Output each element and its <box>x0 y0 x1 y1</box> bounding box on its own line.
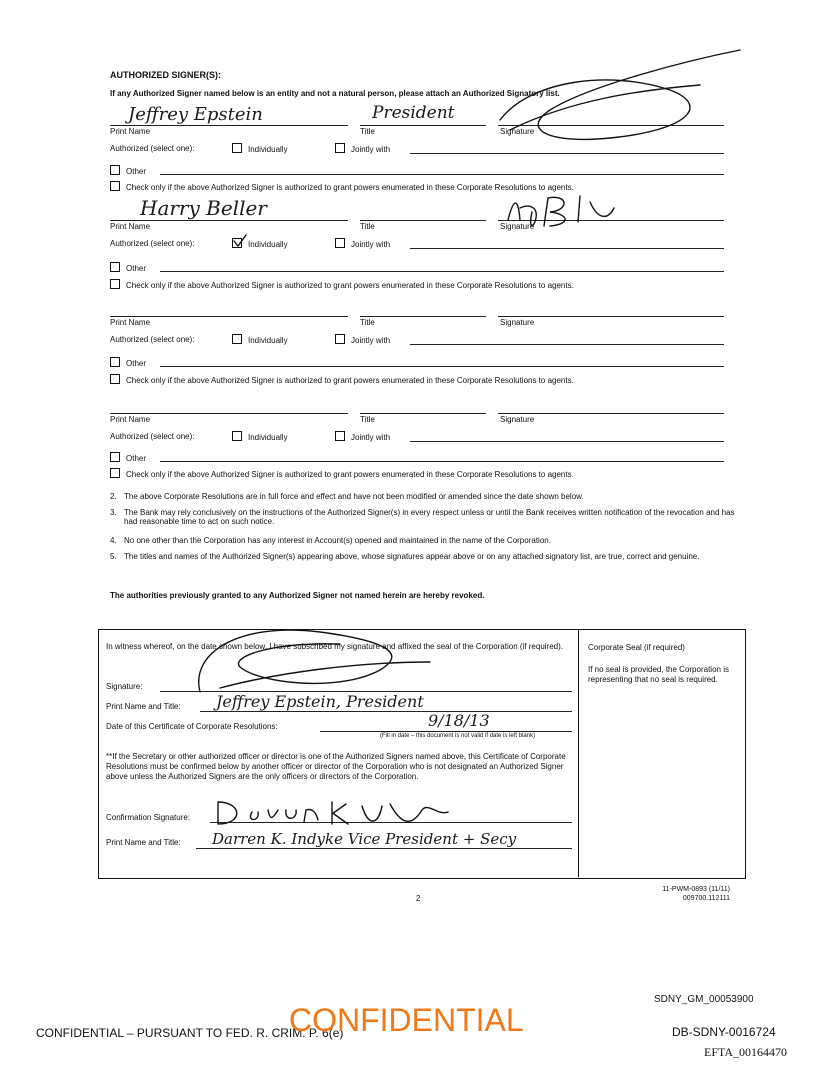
witness-print-name-value: Jeffrey Epstein, President <box>216 692 424 711</box>
signature-label: Signature <box>500 415 535 424</box>
print-name-label: Print Name <box>110 415 151 424</box>
efta-number: EFTA_00164470 <box>704 1045 788 1059</box>
checkbox-icon <box>110 181 120 191</box>
confirmation-name-value: Darren K. Indyke Vice President + Secy <box>212 830 517 848</box>
title-label: Title <box>360 318 375 327</box>
authorized-select-label: Authorized (select one): <box>110 335 195 344</box>
signer-3-other[interactable]: Other <box>110 357 146 368</box>
confirmation-name-label: Print Name and Title: <box>106 838 181 847</box>
title-label: Title <box>360 127 375 136</box>
signer-4-grant-powers[interactable]: Check only if the above Authorized Signer is authorized to grant powers enumerated in these Corporate Resolutions to agents. <box>110 468 574 479</box>
signer-3-grant-powers[interactable]: Check only if the above Authorized Signer is authorized to grant powers enumerated in these Corporate Resolutions to agents. <box>110 374 574 385</box>
title-label: Title <box>360 222 375 231</box>
form-code-2: 009700.112111 <box>682 895 730 902</box>
date-label: Date of this Certificate of Corporate Resolutions: <box>106 722 278 731</box>
certificate-date: 9/18/13 <box>428 711 490 730</box>
page-number: 2 <box>416 894 421 903</box>
checkbox-icon <box>110 279 120 289</box>
print-name-label: Print Name <box>110 127 151 136</box>
signer-4-jointly[interactable]: Jointly with <box>335 431 390 442</box>
witness-text: In witness whereof, on the date shown below, I have subscribed my signature and affixed the seal of the Corporation (if required). <box>106 642 564 651</box>
authorized-select-label: Authorized (select one): <box>110 144 195 153</box>
checkbox-icon <box>232 334 242 344</box>
clause-5: 5. The titles and names of the Authorized Signer(s) appearing above, whose signatures appear above or on any attached signatory list, are true, correct and genuine. <box>110 552 700 561</box>
confidential-notice: CONFIDENTIAL – PURSUANT TO FED. R. CRIM. P. 6(e) <box>36 1026 344 1040</box>
confirmation-signature <box>212 796 452 830</box>
witness-signature-label: Signature: <box>106 682 143 691</box>
signer-2-jointly[interactable]: Jointly with <box>335 238 390 249</box>
date-note: (Fill in date – this document is not valid if date is left blank) <box>380 733 536 739</box>
checkbox-icon <box>232 431 242 441</box>
clause-2: 2. The above Corporate Resolutions are in full force and effect and have not been modified or amended since the date shown below. <box>110 492 584 501</box>
entity-instruction: If any Authorized Signer named below is an entity and not a natural person, please attach an Authorized Signatory list. <box>110 89 560 98</box>
signer-1-other[interactable]: Other <box>110 165 146 176</box>
clause-4: 4. No one other than the Corporation has any interest in Account(s) opened and maintained in the name of the Corporation. <box>110 536 551 545</box>
signer-4-individually[interactable]: Individually <box>232 431 288 442</box>
corporate-seal-title: Corporate Seal (if required) <box>588 643 685 652</box>
checkbox-icon <box>110 374 120 384</box>
form-code: 11-PWM-0893 (11/11) <box>662 886 730 893</box>
section-title: AUTHORIZED SIGNER(S): <box>110 70 221 80</box>
signature-label: Signature <box>500 318 535 327</box>
signer-3-jointly[interactable]: Jointly with <box>335 334 390 345</box>
signer-2-signature <box>498 190 618 235</box>
confidential-stamp: CONFIDENTIAL <box>289 1002 524 1038</box>
signature-label: Signature <box>500 127 535 136</box>
witness-print-name-label: Print Name and Title: <box>106 702 181 711</box>
print-name-label: Print Name <box>110 222 151 231</box>
authorized-select-label: Authorized (select one): <box>110 432 195 441</box>
signature-label: Signature <box>500 222 535 231</box>
checkmark-icon <box>232 234 248 248</box>
signer-2-grant-powers[interactable]: Check only if the above Authorized Signer is authorized to grant powers enumerated in these Corporate Resolutions to agents. <box>110 279 574 290</box>
signer-1-print-name: Jeffrey Epstein <box>128 104 263 125</box>
signer-1-jointly[interactable]: Jointly with <box>335 143 390 154</box>
checkbox-icon <box>110 357 120 367</box>
checkbox-icon <box>232 143 242 153</box>
signer-3-individually[interactable]: Individually <box>232 334 288 345</box>
checkbox-icon <box>110 262 120 272</box>
certificate-divider <box>578 629 579 877</box>
bates-number-1: SDNY_GM_00053900 <box>654 994 754 1005</box>
checkbox-icon <box>110 165 120 175</box>
signer-1-signature <box>490 60 750 160</box>
clause-3: 3. The Bank may rely conclusively on the instructions of the Authorized Signer(s) in every respect unless or until the Bank receives written notification of the revocation and has had reasonable time to act on such notice. <box>110 508 735 526</box>
signer-1-title: President <box>372 103 455 123</box>
checkbox-icon <box>335 238 345 248</box>
signer-1-individually[interactable]: Individually <box>232 143 288 154</box>
confirmation-signature-label: Confirmation Signature: <box>106 813 191 822</box>
signer-4-other[interactable]: Other <box>110 452 146 463</box>
signer-1-grant-powers[interactable]: Check only if the above Authorized Signer is authorized to grant powers enumerated in these Corporate Resolutions to agents. <box>110 181 574 192</box>
checkbox-icon <box>110 468 120 478</box>
signer-2-other[interactable]: Other <box>110 262 146 273</box>
secretary-note: **If the Secretary or other authorized officer or director is one of the Authorized Signers named above, this Certificate of Corporate Resolutions must be confirmed below by another officer or director of the Corporation who is not designated an Authorized Signer above unless the Authorized Signers are the only officers or directors of the Corporation. <box>106 752 566 781</box>
signer-2-individually[interactable]: Individually <box>232 238 288 249</box>
bates-number-2: DB-SDNY-0016724 <box>672 1025 776 1039</box>
checkbox-icon <box>335 143 345 153</box>
checkbox-icon <box>110 452 120 462</box>
checkbox-icon <box>335 334 345 344</box>
signer-2-print-name: Harry Beller <box>140 196 267 220</box>
corporate-seal-note: If no seal is provided, the Corporation is representing that no seal is required. <box>588 665 729 684</box>
title-label: Title <box>360 415 375 424</box>
revoked-statement: The authorities previously granted to any Authorized Signer not named herein are hereby revoked. <box>110 591 485 600</box>
print-name-label: Print Name <box>110 318 151 327</box>
authorized-select-label: Authorized (select one): <box>110 239 195 248</box>
checkbox-icon <box>335 431 345 441</box>
